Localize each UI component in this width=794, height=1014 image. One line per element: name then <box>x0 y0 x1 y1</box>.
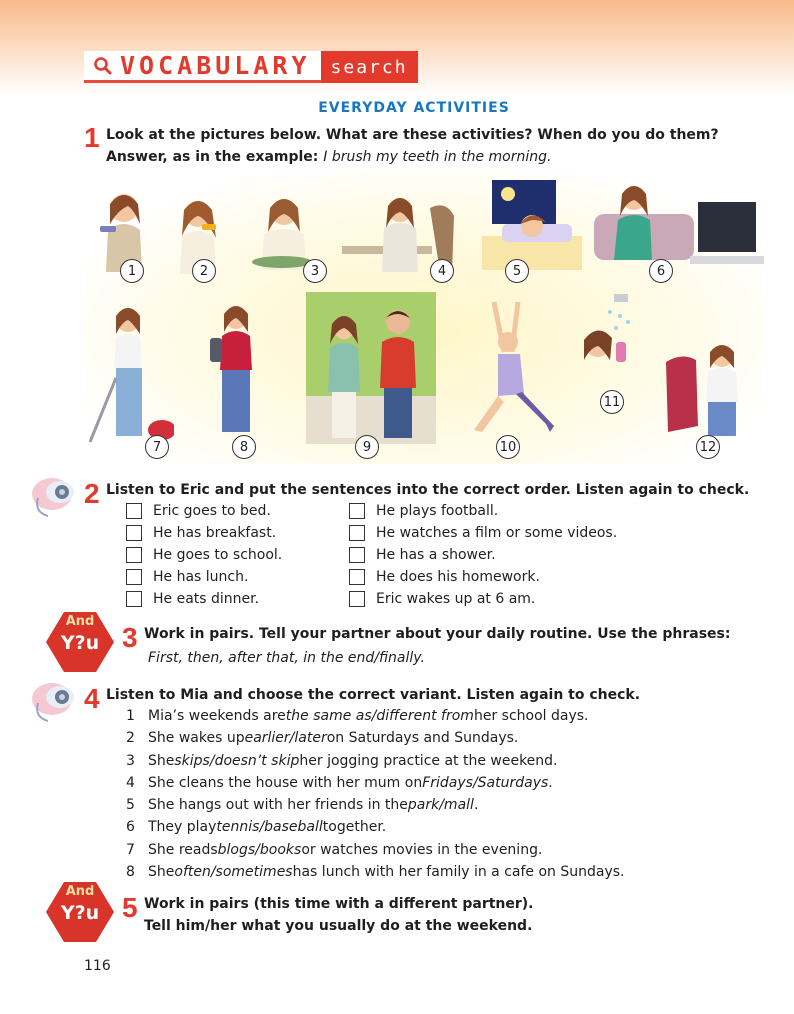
and-you-badge-you: Y?u <box>60 902 100 924</box>
order-item: He eats dinner. <box>126 588 282 610</box>
list-item: 3 She skips/doesn’t skip her jogging practice at the weekend. <box>126 752 558 769</box>
headphones-listen-icon <box>30 677 86 723</box>
list-item: 4 She cleans the house with her mum on Fridays/Saturdays . <box>126 774 553 791</box>
search-label: search <box>321 51 418 83</box>
order-item: He does his homework. <box>349 566 617 588</box>
exercise-4-list <box>126 705 625 883</box>
picture-8-going-to-school <box>208 298 266 440</box>
order-item: He has lunch. <box>126 566 282 588</box>
picture-12-getting-dressed <box>662 342 762 442</box>
order-item: He has breakfast. <box>126 522 282 544</box>
picture-1-brushing-teeth <box>94 180 154 272</box>
and-you-badge-and: And <box>65 614 95 629</box>
picture-number-12: 12 <box>696 435 720 459</box>
section-title: EVERYDAY ACTIVITIES <box>318 100 510 116</box>
picture-10-doing-exercise <box>464 298 564 444</box>
picture-number-10: 10 <box>496 435 520 459</box>
and-you-badge-and: And <box>65 884 95 899</box>
picture-9-hanging-out-with-friends <box>306 292 436 444</box>
activities-pictures <box>84 172 764 464</box>
order-checkbox[interactable] <box>349 591 365 607</box>
headphones-listen-icon <box>30 472 86 518</box>
exercise-2-number: 2 <box>84 478 100 509</box>
order-checkbox[interactable] <box>126 591 142 607</box>
picture-3-having-breakfast <box>242 186 334 270</box>
list-item: 6 They play tennis/baseball together. <box>126 819 387 836</box>
picture-number-7: 7 <box>145 435 169 459</box>
order-item: Eric wakes up at 6 am. <box>349 588 617 610</box>
exercise-1-instruction <box>106 124 766 168</box>
and-you-badge-you: Y?u <box>60 632 100 654</box>
search-icon <box>92 55 114 77</box>
picture-number-8: 8 <box>232 435 256 459</box>
list-item: 2 She wakes up earlier/later on Saturdays and Sundays. <box>126 730 519 747</box>
exercise-4-number: 4 <box>84 683 100 714</box>
picture-number-11: 11 <box>600 390 624 414</box>
order-item: He watches a film or some videos. <box>349 522 617 544</box>
picture-6-watching-tv <box>594 176 764 272</box>
vocabulary-title: VOCABULARY <box>120 51 311 80</box>
picture-5-waking-up <box>482 180 582 270</box>
exercise-2-instruction: Listen to Eric and put the sentences into the correct order. Listen again to check. <box>106 482 750 498</box>
order-item: He goes to school. <box>126 544 282 566</box>
order-item: He plays football. <box>349 500 617 522</box>
picture-number-9: 9 <box>355 435 379 459</box>
order-checkbox[interactable] <box>126 569 142 585</box>
exercise-3-phrases: First, then, after that, in the end/finally. <box>148 650 425 666</box>
exercise-3-number: 3 <box>122 622 138 653</box>
exercise-5-line-2: Tell him/her what you usually do at the weekend. <box>144 918 533 934</box>
page-number: 116 <box>84 958 111 974</box>
picture-number-5: 5 <box>505 259 529 283</box>
exercise-1-line-1: Look at the pictures below. What are these activities? When do you do them? <box>106 127 719 143</box>
vocabulary-label-box <box>84 51 321 83</box>
list-item: 7 She reads blogs/books or watches movies in the evening. <box>126 841 543 858</box>
exercise-2-right-column <box>349 500 617 610</box>
exercise-5-number: 5 <box>122 892 138 923</box>
order-checkbox[interactable] <box>126 547 142 563</box>
order-checkbox[interactable] <box>349 569 365 585</box>
picture-number-2: 2 <box>192 259 216 283</box>
order-checkbox[interactable] <box>349 525 365 541</box>
list-item: 5 She hangs out with her friends in the park/mall . <box>126 797 479 814</box>
picture-7-cleaning <box>84 298 174 448</box>
and-you-badge <box>44 610 116 674</box>
order-checkbox[interactable] <box>349 547 365 563</box>
list-item: 8 She often/sometimes has lunch with her family in a cafe on Sundays. <box>126 864 625 881</box>
picture-number-1: 1 <box>120 259 144 283</box>
exercise-1-number: 1 <box>84 122 100 153</box>
exercise-5-instruction <box>144 893 784 937</box>
exercise-4-instruction: Listen to Mia and choose the correct variant. Listen again to check. <box>106 687 641 703</box>
exercise-2-left-column <box>126 500 282 610</box>
picture-11-having-a-shower <box>570 290 646 386</box>
vocabulary-search-banner <box>84 50 418 84</box>
exercise-3-instruction: Work in pairs. Tell your partner about your daily routine. Use the phrases: <box>144 626 731 642</box>
and-you-badge <box>44 880 116 944</box>
order-checkbox[interactable] <box>349 503 365 519</box>
picture-number-3: 3 <box>303 259 327 283</box>
exercise-1-line-2: Answer, as in the example: I brush my teeth in the morning. <box>106 149 552 165</box>
example-sentence: I brush my teeth in the morning. <box>323 149 552 165</box>
order-item: Eric goes to bed. <box>126 500 282 522</box>
order-checkbox[interactable] <box>126 525 142 541</box>
list-item: 1 Mia’s weekends are the same as/different from her school days. <box>126 708 589 724</box>
order-checkbox[interactable] <box>126 503 142 519</box>
picture-number-4: 4 <box>430 259 454 283</box>
exercise-5-line-1: Work in pairs (this time with a different partner). <box>144 896 534 912</box>
picture-number-6: 6 <box>649 259 673 283</box>
order-item: He has a shower. <box>349 544 617 566</box>
